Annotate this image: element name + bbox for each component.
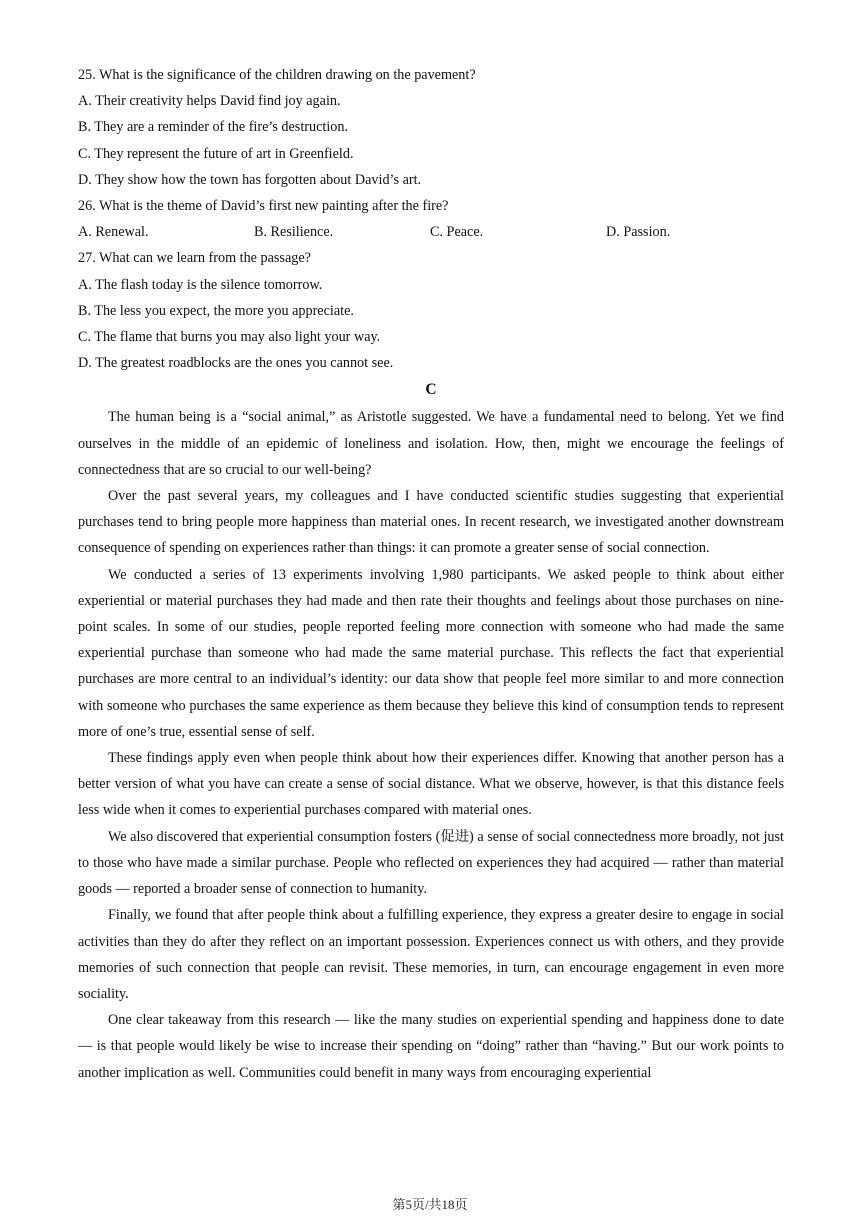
paragraph: We also discovered that experiential consumption fosters (促进) a sense of social connectedness more broadly, not just to those who have made a similar purchase. People who reflected on experiences they had acquired — rather than material goods — reported a broader sense of connection to humanity. [78,828,784,898]
paragraph: Over the past several years, my colleagues and I have conducted scientific studies suggesting that experiential purchases tend to bring people more happiness than material ones. In recent research, we investigated another downstream consequence of spending on experiences rather than things: it can promote a greater sense of social connection. [78,488,784,557]
option-c: C. They represent the future of art in Greenfield. [78,145,354,162]
option-c: C. Peace. [430,224,484,241]
paragraph: These findings apply even when people think about how their experiences differ. Knowing that another person has a better version of what you have can create a sense of social distance. What we observe, however, is that this distance feels less wide when it comes to experiential purchases compared with material ones. [78,750,784,819]
option-b: B. They are a reminder of the fire’s destruction. [78,119,348,136]
option-c: C. The flame that burns you may also light your way. [78,329,381,346]
option-d: D. The greatest roadblocks are the ones you cannot see. [78,355,394,372]
question-stem: 25. What is the significance of the children drawing on the pavement? [78,67,476,83]
option-b: B. Resilience. [254,224,334,241]
page-number: 第5页/共18页 [392,1197,468,1212]
question-stem: 26. What is the theme of David’s first new painting after the fire? [78,198,449,215]
paragraph: The human being is a “social animal,” as Aristotle suggested. We have a fundamental need to belong. Yet we find ourselves in the middle of an epidemic of loneliness and isolation. How, then, might we encourage the feelings of connectedness that are so crucial to our well-being? [78,409,784,478]
paragraph: We conducted a series of 13 experiments involving 1,980 participants. We asked people to think about either experiential or material purchases they had made and then rate their thoughts and feelings about those purchases on nine-point scales. In some of our studies, people reported feeling more connection with someone who had made the same experiential purchase than someone who had made the same material purchase. This reflects the fact that experiential purchases are more central to an individual’s identity: our data show that people feel more similar to and more connection with someone who purchases the same experience as them because they believe this kind of consumption tends to represent more of one’s true, essential sense of self. [78,566,784,740]
question-27 [78,245,784,376]
option-d: D. Passion. [606,224,671,241]
option-a: A. Their creativity helps David find joy again. [78,93,341,110]
question-26 [78,193,784,245]
section-heading: C [425,381,437,399]
options-row [78,219,784,245]
option-d: D. They show how the town has forgotten about David’s art. [78,171,422,188]
paragraph: One clear takeaway from this research — like the many studies on experiential spending and happiness done to date — is that people would likely be wise to increase their spending on “doing” rather than “having.” But our work points to another implication as well. Communities could benefit in many ways from encouraging experiential [78,1012,784,1081]
passage-c [78,404,784,1085]
option-a: A. The flash today is the silence tomorrow. [78,276,323,293]
question-25 [78,62,784,193]
question-stem: 27. What can we learn from the passage? [78,250,311,267]
option-b: B. The less you expect, the more you appreciate. [78,302,354,319]
document-page [78,62,784,1086]
option-a: A. Renewal. [78,224,149,241]
paragraph: Finally, we found that after people think about a fulfilling experience, they express a greater desire to engage in social activities than they do after they reflect on an important possession. Experiences connect us with others, and they provide memories of such connection that people can revisit. These memories, in turn, can encourage engagement in even more sociality. [78,907,784,1002]
